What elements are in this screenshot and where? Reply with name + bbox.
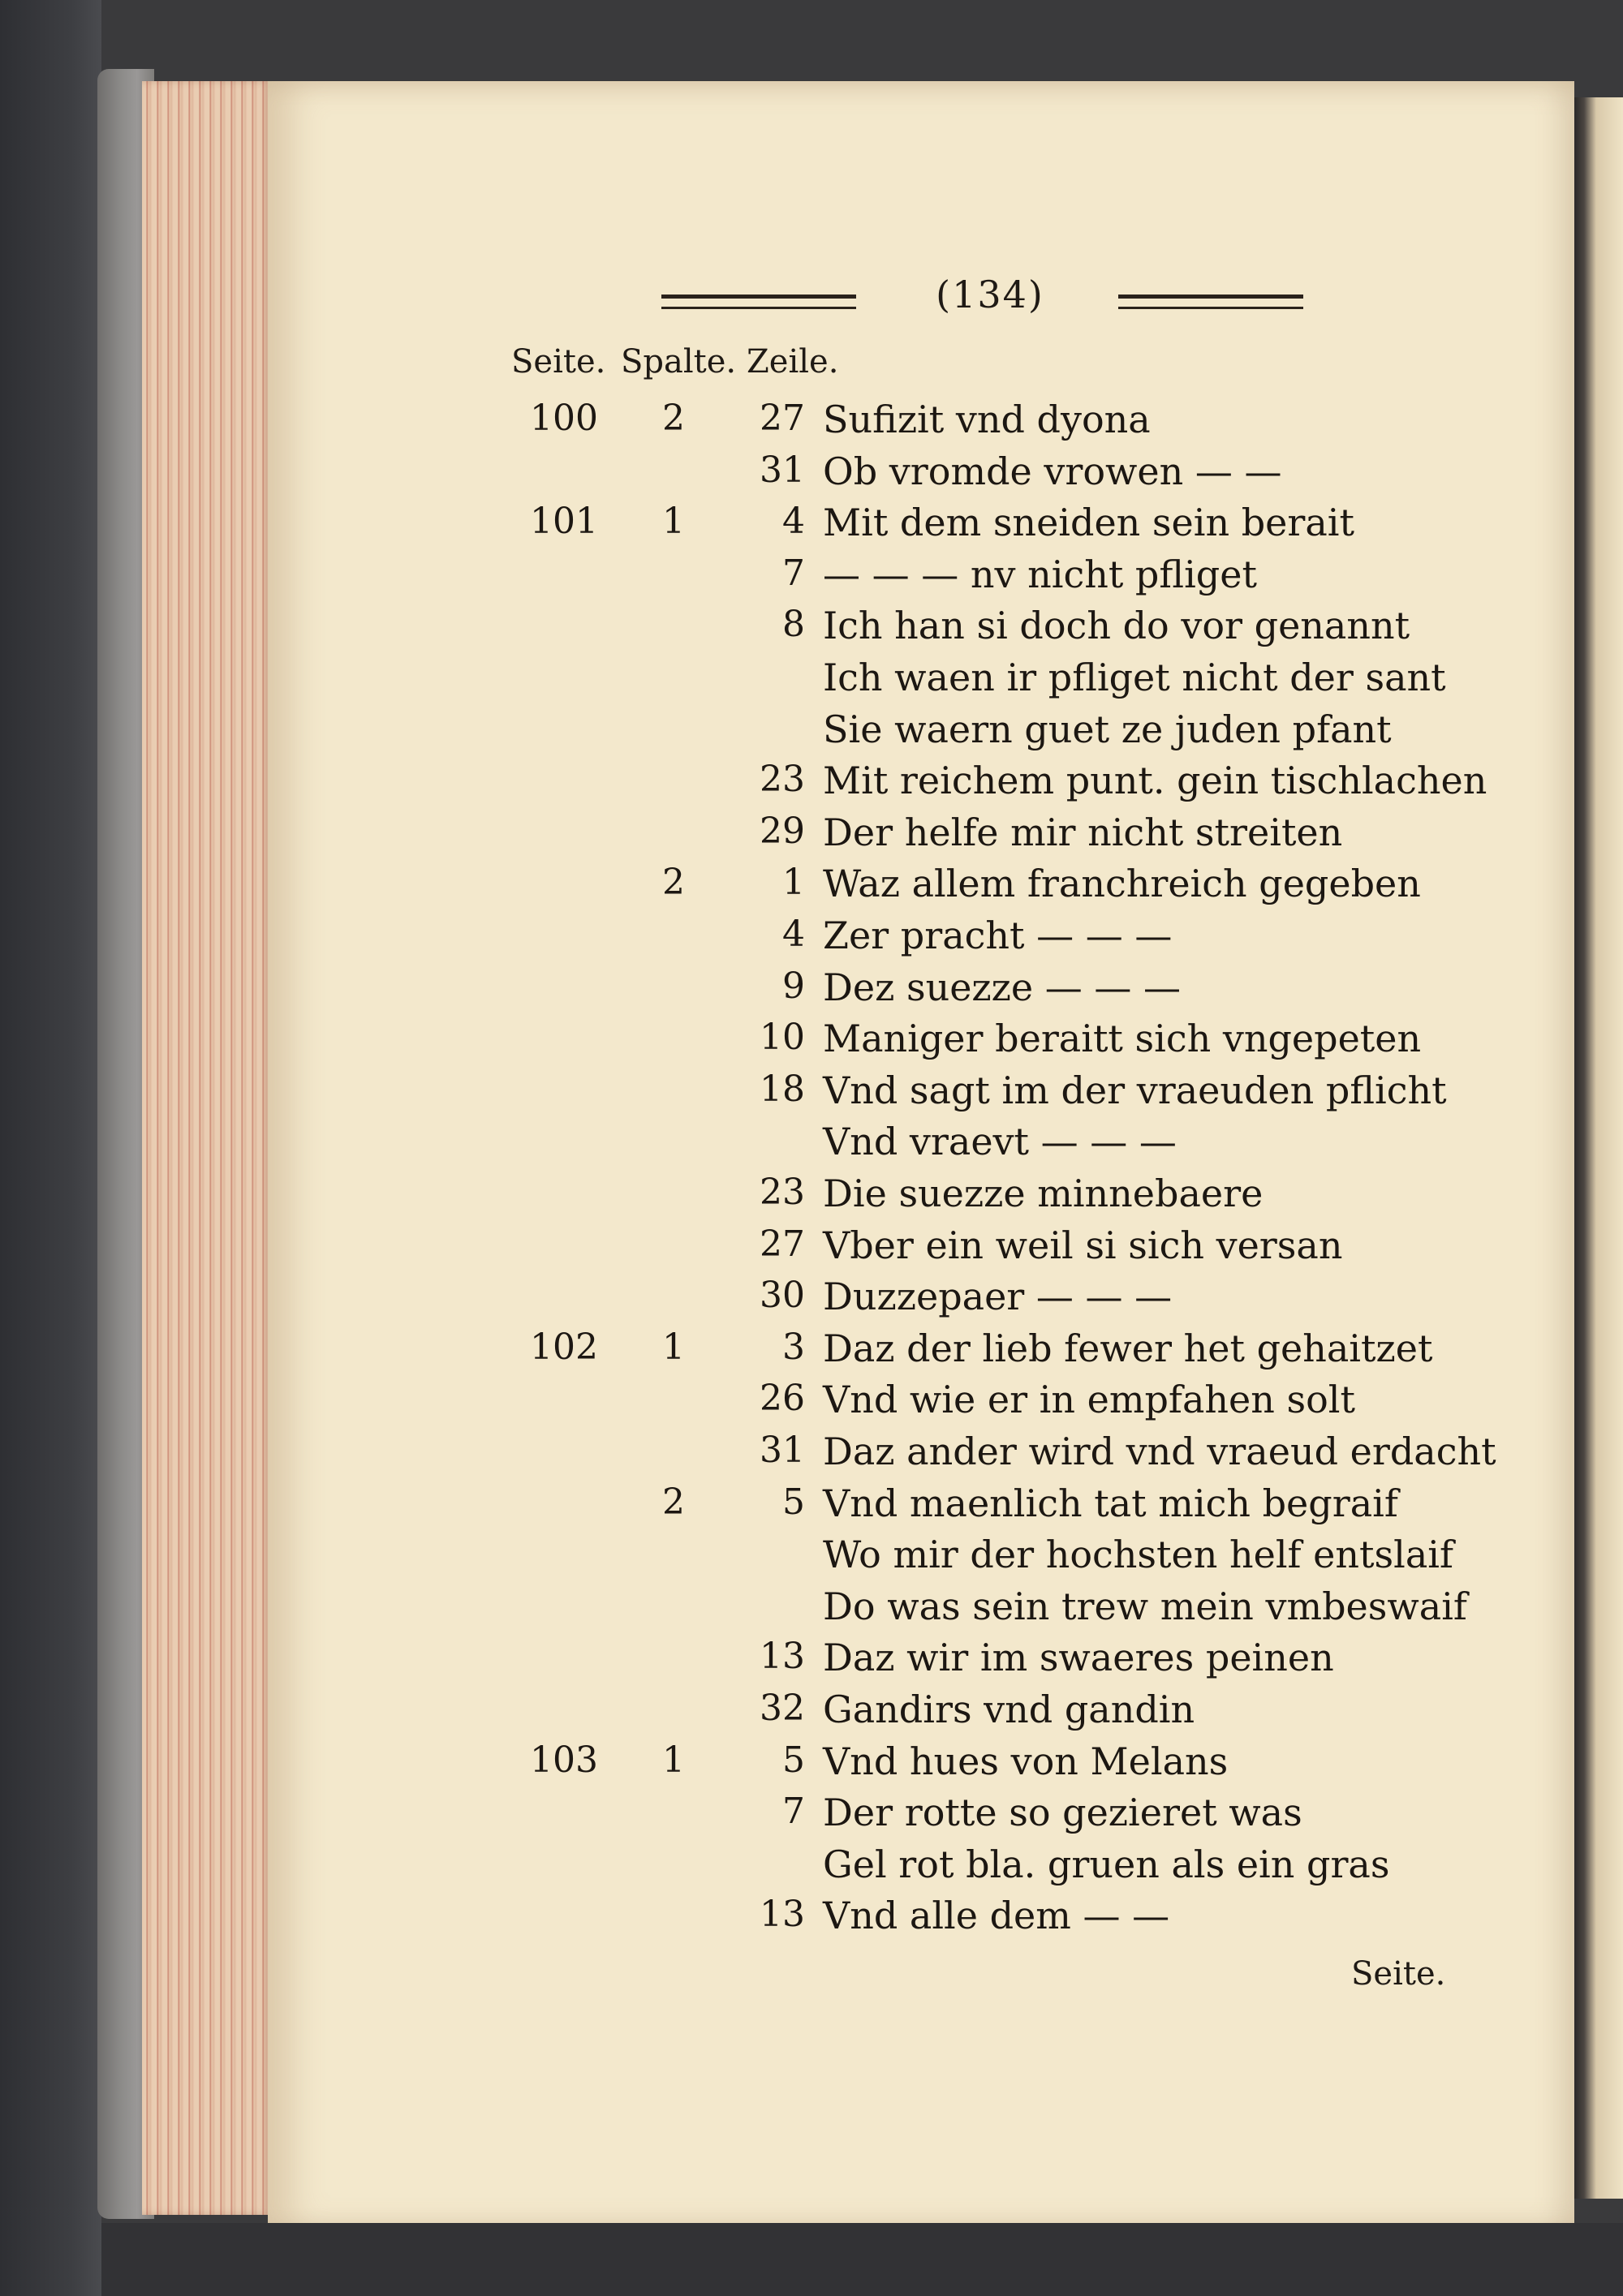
row-zeile: 5 [782, 1739, 805, 1781]
row-text: Der rotte so gezieret was [823, 1791, 1302, 1835]
row-zeile: 1 [782, 862, 805, 904]
errata-row [0, 1739, 1542, 1791]
errata-row [0, 1430, 1542, 1481]
row-zeile: 26 [760, 1378, 805, 1420]
row-text: Sie waern guet ze juden pfant [823, 707, 1392, 751]
row-text: Mit dem sneiden sein berait [823, 501, 1354, 545]
row-text: Der helfe mir nicht streiten [823, 810, 1343, 854]
row-text: Vnd alle dem — — [823, 1894, 1170, 1938]
errata-row [0, 1533, 1542, 1584]
errata-row [0, 1223, 1542, 1275]
row-text: Vnd maenlich tat mich begraif [823, 1481, 1398, 1525]
row-zeile: 30 [760, 1275, 805, 1317]
catchword: Seite. [1351, 1955, 1446, 1993]
row-text: Gel rot bla. gruen als ein gras [823, 1842, 1390, 1886]
row-text: Daz wir im swaeres peinen [823, 1636, 1334, 1680]
errata-row [0, 1688, 1542, 1739]
row-text: Daz ander wird vnd vraeud erdacht [823, 1430, 1496, 1473]
errata-row [0, 965, 1542, 1017]
errata-row [0, 810, 1542, 862]
row-text: Do was sein trew mein vmbeswaif [823, 1584, 1467, 1628]
row-text: Ob vromde vrowen — — [823, 449, 1282, 493]
header-rule-right [1118, 295, 1303, 309]
row-zeile: 10 [760, 1017, 805, 1059]
row-text: Ich waen ir pfliget nicht der sant [823, 656, 1446, 699]
facing-page-edge [1574, 97, 1623, 2199]
row-spalte: 2 [662, 862, 685, 904]
bottom-background [101, 2223, 1623, 2296]
row-zeile: 23 [760, 759, 805, 801]
errata-row [0, 1894, 1542, 1946]
errata-row [0, 1378, 1542, 1430]
column-header-zeile: Zeile. [747, 343, 839, 381]
row-text: Dez suezze — — — [823, 965, 1181, 1009]
errata-row [0, 914, 1542, 965]
errata-row [0, 1326, 1542, 1378]
row-zeile: 7 [782, 552, 805, 594]
row-zeile: 18 [760, 1068, 805, 1110]
row-text: Die suezze minnebaere [823, 1172, 1264, 1215]
row-text: Wo mir der hochsten helf entslaif [823, 1533, 1453, 1577]
errata-row [0, 759, 1542, 810]
row-text: Waz allem franchreich gegeben [823, 862, 1421, 906]
row-zeile: 5 [782, 1481, 805, 1523]
row-text: Vnd hues von Melans [823, 1739, 1229, 1783]
row-spalte: 1 [662, 1326, 685, 1368]
row-spalte: 1 [662, 1739, 685, 1781]
row-zeile: 27 [760, 398, 805, 439]
row-zeile: 3 [782, 1326, 805, 1368]
row-text: Sufizit vnd dyona [823, 398, 1151, 441]
row-text: Vnd sagt im der vraeuden pflicht [823, 1068, 1447, 1112]
errata-row [0, 1275, 1542, 1326]
errata-row [0, 862, 1542, 914]
row-text: Duzzepaer — — — [823, 1275, 1173, 1319]
row-seite: 103 [530, 1739, 598, 1781]
errata-row [0, 1481, 1542, 1533]
errata-row [0, 1791, 1542, 1842]
errata-row [0, 656, 1542, 707]
column-header-seite: Seite. [511, 343, 606, 381]
errata-row [0, 553, 1542, 604]
errata-row [0, 707, 1542, 759]
errata-row [0, 1584, 1542, 1636]
row-seite: 101 [530, 501, 598, 543]
row-zeile: 8 [782, 604, 805, 646]
errata-row [0, 1172, 1542, 1223]
row-zeile: 31 [760, 449, 805, 491]
row-zeile: 13 [760, 1636, 805, 1678]
page-number: (134) [936, 273, 1044, 316]
errata-row [0, 1017, 1542, 1068]
errata-row [0, 1842, 1542, 1894]
row-zeile: 32 [760, 1688, 805, 1729]
row-spalte: 2 [662, 1481, 685, 1523]
column-header-spalte: Spalte. [621, 343, 737, 381]
row-zeile: 9 [782, 965, 805, 1007]
row-text: Mit reichem punt. gein tischlachen [823, 759, 1487, 803]
row-text: Maniger beraitt sich vngepeten [823, 1017, 1422, 1061]
row-zeile: 29 [760, 810, 805, 852]
errata-row [0, 1636, 1542, 1688]
row-zeile: 4 [782, 914, 805, 955]
errata-row [0, 1068, 1542, 1120]
row-text: Vber ein weil si sich versan [823, 1223, 1343, 1267]
row-text: Ich han si doch do vor genannt [823, 604, 1410, 648]
row-spalte: 2 [662, 398, 685, 439]
row-zeile: 31 [760, 1430, 805, 1471]
row-text: — — — nv nicht pfliget [823, 552, 1257, 596]
row-text: Zer pracht — — — [823, 914, 1173, 957]
row-spalte: 1 [662, 501, 685, 543]
row-zeile: 27 [760, 1223, 805, 1265]
row-text: Vnd wie er in empfahen solt [823, 1378, 1355, 1422]
errata-row [0, 604, 1542, 656]
header-rule-left [661, 295, 856, 309]
errata-row [0, 1120, 1542, 1172]
row-seite: 100 [530, 398, 598, 439]
errata-row [0, 449, 1542, 501]
row-text: Vnd vraevt — — — [823, 1120, 1177, 1164]
row-text: Gandirs vnd gandin [823, 1688, 1195, 1731]
row-zeile: 7 [782, 1791, 805, 1833]
row-zeile: 4 [782, 501, 805, 543]
errata-row [0, 398, 1542, 449]
errata-row [0, 501, 1542, 553]
row-seite: 102 [530, 1326, 598, 1368]
row-zeile: 13 [760, 1894, 805, 1936]
row-text: Daz der lieb fewer het gehaitzet [823, 1326, 1433, 1370]
row-zeile: 23 [760, 1172, 805, 1213]
